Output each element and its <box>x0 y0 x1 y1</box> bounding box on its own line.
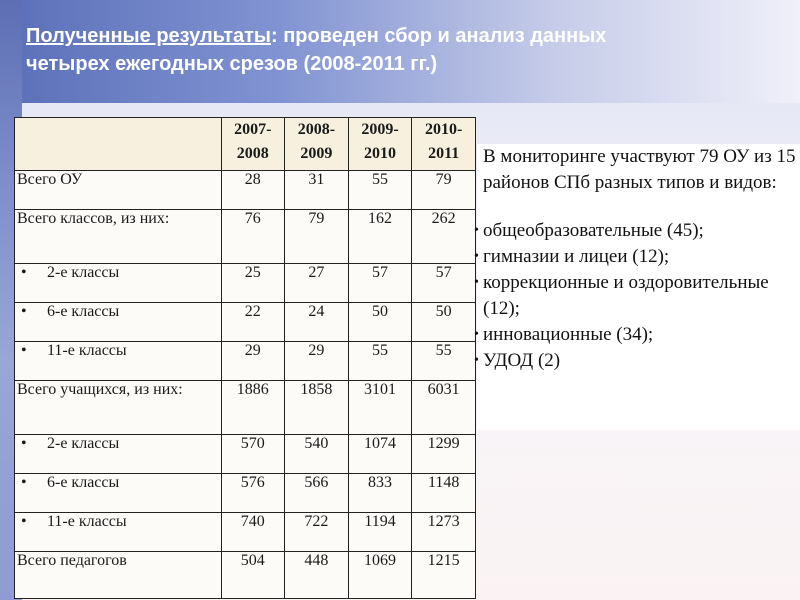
header-cell-2007-2008: 2007-2008 <box>221 118 285 171</box>
value-cell: 3101 <box>348 381 412 435</box>
table-header-row <box>15 118 476 171</box>
table-row <box>15 552 476 599</box>
row-label: Всего классов, из них: <box>17 210 170 227</box>
row-label-cell <box>15 342 222 381</box>
value-cell: 1074 <box>348 435 412 474</box>
row-label: Всего педагогов <box>17 552 127 569</box>
row-label-cell <box>15 474 222 513</box>
value-cell: 1273 <box>412 513 476 552</box>
list-item: • УДОД (2) <box>477 348 800 374</box>
table-row <box>15 264 476 303</box>
value-cell: 6031 <box>412 381 476 435</box>
header-cell-2008-2009: 2008-2009 <box>285 118 349 171</box>
info-intro: В мониторинге участвуют 79 ОУ из 15 районов СПб разных типов и видов: <box>483 146 796 193</box>
row-label-cell <box>15 264 222 303</box>
value-cell: 55 <box>348 171 412 210</box>
value-cell: 57 <box>412 264 476 303</box>
bullet-icon: • <box>21 342 27 359</box>
slide-title <box>26 22 766 78</box>
row-label-cell <box>15 303 222 342</box>
bullet-icon: • <box>21 513 27 530</box>
title-rest: : проведен сбор и анализ данных <box>271 25 607 47</box>
info-panel <box>477 144 800 430</box>
value-cell: 22 <box>221 303 285 342</box>
value-cell: 740 <box>221 513 285 552</box>
value-cell: 570 <box>221 435 285 474</box>
row-label-cell <box>15 435 222 474</box>
value-cell: 1886 <box>221 381 285 435</box>
value-cell: 448 <box>285 552 349 599</box>
list-item: • коррекционные и оздоровительные (12); <box>477 270 800 322</box>
table-row <box>15 474 476 513</box>
value-cell: 27 <box>285 264 349 303</box>
row-label: 6-е классы <box>47 303 120 320</box>
value-cell: 833 <box>348 474 412 513</box>
table-row <box>15 171 476 210</box>
value-cell: 1194 <box>348 513 412 552</box>
table-row <box>15 513 476 552</box>
school-type-list <box>477 218 800 374</box>
value-cell: 576 <box>221 474 285 513</box>
row-label: Всего ОУ <box>17 171 83 188</box>
value-cell: 1148 <box>412 474 476 513</box>
row-label: 11-е классы <box>47 342 127 359</box>
value-cell: 1215 <box>412 552 476 599</box>
value-cell: 55 <box>348 342 412 381</box>
bullet-icon: • <box>21 264 27 281</box>
row-label-cell <box>15 513 222 552</box>
value-cell: 31 <box>285 171 349 210</box>
value-cell: 25 <box>221 264 285 303</box>
value-cell: 50 <box>412 303 476 342</box>
table-row <box>15 210 476 264</box>
value-cell: 24 <box>285 303 349 342</box>
value-cell: 29 <box>285 342 349 381</box>
bullet-icon: • <box>21 303 27 320</box>
row-label: Всего учащихся, из них: <box>17 381 183 398</box>
list-item: • инновационные (34); <box>477 322 800 348</box>
table-row <box>15 435 476 474</box>
header-cell-2010-2011: 2010-2011 <box>412 118 476 171</box>
value-cell: 28 <box>221 171 285 210</box>
title-line-2: четырех ежегодных срезов (2008-2011 гг.) <box>26 53 438 75</box>
value-cell: 262 <box>412 210 476 264</box>
title-underlined: Полученные результаты <box>26 25 271 47</box>
table-row <box>15 303 476 342</box>
list-item: • гимназии и лицеи (12); <box>477 244 800 270</box>
table-row <box>15 342 476 381</box>
value-cell: 29 <box>221 342 285 381</box>
value-cell: 540 <box>285 435 349 474</box>
table-row <box>15 381 476 435</box>
value-cell: 1858 <box>285 381 349 435</box>
value-cell: 162 <box>348 210 412 264</box>
value-cell: 79 <box>412 171 476 210</box>
row-label: 2-е классы <box>47 435 120 452</box>
row-label-cell <box>15 171 222 210</box>
value-cell: 1299 <box>412 435 476 474</box>
row-label-cell <box>15 210 222 264</box>
results-table <box>14 117 476 599</box>
list-item: • общеобразовательные (45); <box>477 218 800 244</box>
header-cell-empty <box>15 118 222 171</box>
value-cell: 504 <box>221 552 285 599</box>
value-cell: 566 <box>285 474 349 513</box>
row-label-cell <box>15 381 222 435</box>
value-cell: 79 <box>285 210 349 264</box>
table-body <box>15 171 476 599</box>
header-cell-2009-2010: 2009-2010 <box>348 118 412 171</box>
row-label: 2-е классы <box>47 264 120 281</box>
bullet-icon: • <box>21 474 27 491</box>
bullet-icon: • <box>21 435 27 452</box>
row-label: 11-е классы <box>47 513 127 530</box>
row-label: 6-е классы <box>47 474 120 491</box>
value-cell: 1069 <box>348 552 412 599</box>
value-cell: 722 <box>285 513 349 552</box>
value-cell: 57 <box>348 264 412 303</box>
value-cell: 50 <box>348 303 412 342</box>
value-cell: 55 <box>412 342 476 381</box>
row-label-cell <box>15 552 222 599</box>
value-cell: 76 <box>221 210 285 264</box>
